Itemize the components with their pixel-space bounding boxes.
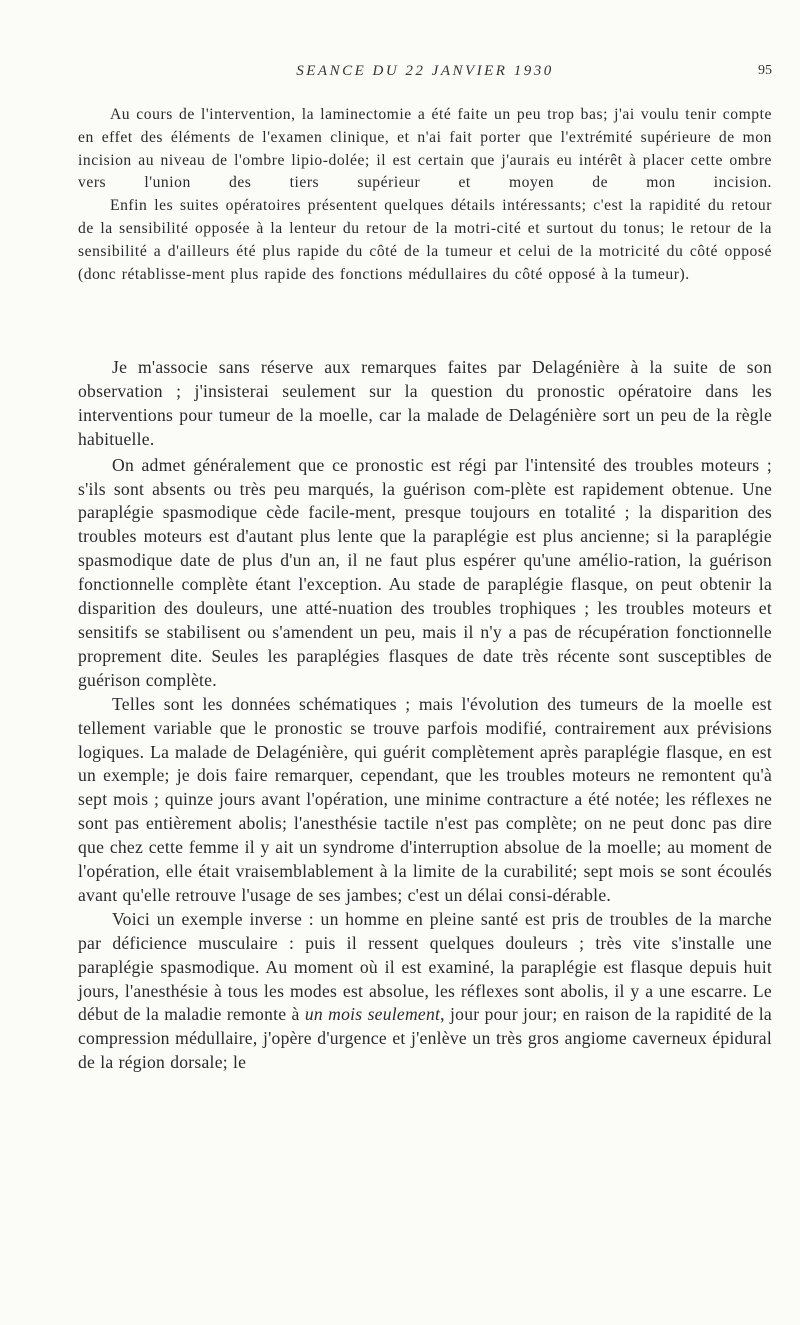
text-line: de Delagénière sort un peu de la règle habituelle. xyxy=(78,404,773,449)
text-line: paraplégie flasque, on peut obtenir la disparition des douleurs, une atté- xyxy=(78,574,773,619)
text-line: suite de son observation ; j'insisterai seulement sur la question du pronostic xyxy=(78,357,772,401)
text-line: Voici un exemple inverse : un homme en pleine santé est pris de xyxy=(112,908,604,929)
text-line: guérit complètement après paraplégie flasque, en est un exemple; je dois xyxy=(78,741,772,786)
text-line: troubles de la marche par déficience musculaire : puis il ressent quelques xyxy=(78,908,772,953)
text-line: opératoire dans les interventions pour tumeur de la moelle, car la malade xyxy=(78,380,772,425)
text-line: Enfin les suites opératoires présentent quelques détails intéressants; c'est la xyxy=(110,197,643,215)
text-line: porter que l'extrémité supérieure de mon incision au niveau de l'ombre lipio- xyxy=(78,128,773,169)
emphasis-italic: un mois seulement xyxy=(304,1004,441,1025)
text-line: d'autant plus lente que la paraplégie est plus ancienne; si la paraplégie xyxy=(236,526,772,547)
text-line: faire remarquer, cependant, que les troubles moteurs ne remontent qu'à xyxy=(234,765,772,786)
text-line: plète est rapidement obtenue. Une paraplégie spasmodique cède facile- xyxy=(78,478,773,523)
text-line: notée; les réflexes ne sont pas entièrement abolis; l'anesthésie tactile n'est xyxy=(78,789,773,834)
text-line: sept mois ; quinze jours avant l'opération, une minime contracture a été xyxy=(78,789,610,810)
paragraph xyxy=(78,195,772,286)
text-line: fonctionnelle proprement dite. Seules les paraplégies flasques de date très xyxy=(78,621,772,666)
paragraph xyxy=(78,104,772,195)
text-line: dérable. xyxy=(552,884,612,905)
text-line: stabilisent ou s'amendent un peu, mais il n'y a pas de récupération xyxy=(166,621,670,642)
text-line: ment plus rapide des fonctions médullaires du côté opposé à la tumeur). xyxy=(191,265,690,283)
text-line: contrairement aux prévisions logiques. La malade de Delagénière, qui xyxy=(78,717,773,762)
text-line: ment, presque toujours en totalité ; la disparition des troubles moteurs est xyxy=(78,502,772,547)
text-line: tiers supérieur et moyen de mon incision. xyxy=(289,174,772,192)
text-line: spasmodique date de plus d'un an, il ne faut plus espérer qu'une amélio- xyxy=(78,550,635,571)
text-line: , jour pour jour; en xyxy=(440,1004,580,1025)
text-line: cité et surtout du tonus; le retour de la sensibilité a d'ailleurs été plus rapide xyxy=(78,219,772,260)
text-line: la moelle est tellement variable que le pronostic se trouve parfois modifié, xyxy=(78,693,772,738)
paragraph xyxy=(78,356,772,452)
text-line: récente sont susceptibles de guérison complète. xyxy=(78,645,772,690)
text-line: elle était vraisemblablement à la limite de la curabilité; sept mois se sont xyxy=(165,861,712,882)
text-line: dolée; il est certain que j'aurais eu intérêt à placer cette ombre vers l'union des xyxy=(78,151,772,192)
text-line: troubles moteurs ; s'ils sont absents ou très peu marqués, la guérison com- xyxy=(78,454,772,499)
page-number: 95 xyxy=(758,63,772,78)
text-line: voulu tenir compte en effet des éléments de l'examen clinique, et n'ai fait xyxy=(78,106,772,146)
text-line: nuation des troubles trophiques ; les troubles moteurs et sensitifs se xyxy=(78,598,772,642)
page-header xyxy=(78,63,772,85)
text-line: tous les modes est absolue, les réflexes sont abolis, il y a une escarre. Le xyxy=(227,980,772,1001)
paragraph xyxy=(78,693,772,908)
text-line: Je m'associe sans réserve aux remarques faites par Delagénière à la xyxy=(112,357,663,377)
text-line: On admet généralement que ce pronostic est régi par l'intensité des xyxy=(112,454,628,475)
text-line: douleurs ; très vite s'installe une paraplégie spasmodique. Au moment où xyxy=(78,932,772,977)
paragraph xyxy=(78,908,772,1075)
text-line: il est examiné, la paraplégie est flasque depuis huit jours, l'anesthésie à xyxy=(78,956,772,1001)
text-line: syndrome d'interruption absolue de la moelle; au moment de l'opération, xyxy=(78,837,772,882)
text-line: rapidité du retour de la sensibilité opposée à la lenteur du retour de la motri- xyxy=(78,197,773,237)
text-line: début de la maladie remonte à xyxy=(78,1004,305,1025)
observation-text xyxy=(78,104,772,286)
text-line: Au cours de l'intervention, la laminectomie a été faite un peu trop bas; j'ai xyxy=(110,106,635,123)
running-title: SEANCE DU 22 JANVIER 1930 xyxy=(296,63,554,79)
discussion-text xyxy=(78,356,772,1075)
text-line: écoulés avant qu'elle retrouve l'usage de ses jambes; c'est un délai consi- xyxy=(78,861,772,905)
text-line: raison de la rapidité de la compression médullaire, j'opère d'urgence et xyxy=(78,1004,772,1049)
text-line: ration, la guérison fonctionnelle complète étant l'exception. Au stade de xyxy=(78,550,772,595)
text-line: pas complète; on ne peut donc pas dire que chez cette femme il y ait un xyxy=(78,813,772,858)
text-line: j'enlève un très gros angiome caverneux épidural de la région dorsale; le xyxy=(78,1028,772,1073)
paragraph xyxy=(78,454,772,693)
text-line: Telles sont les données schématiques ; mais l'évolution des tumeurs de xyxy=(112,693,664,714)
text-line: du côté de la tumeur et celui de la motricité du côté opposé (donc rétablisse- xyxy=(78,242,772,283)
